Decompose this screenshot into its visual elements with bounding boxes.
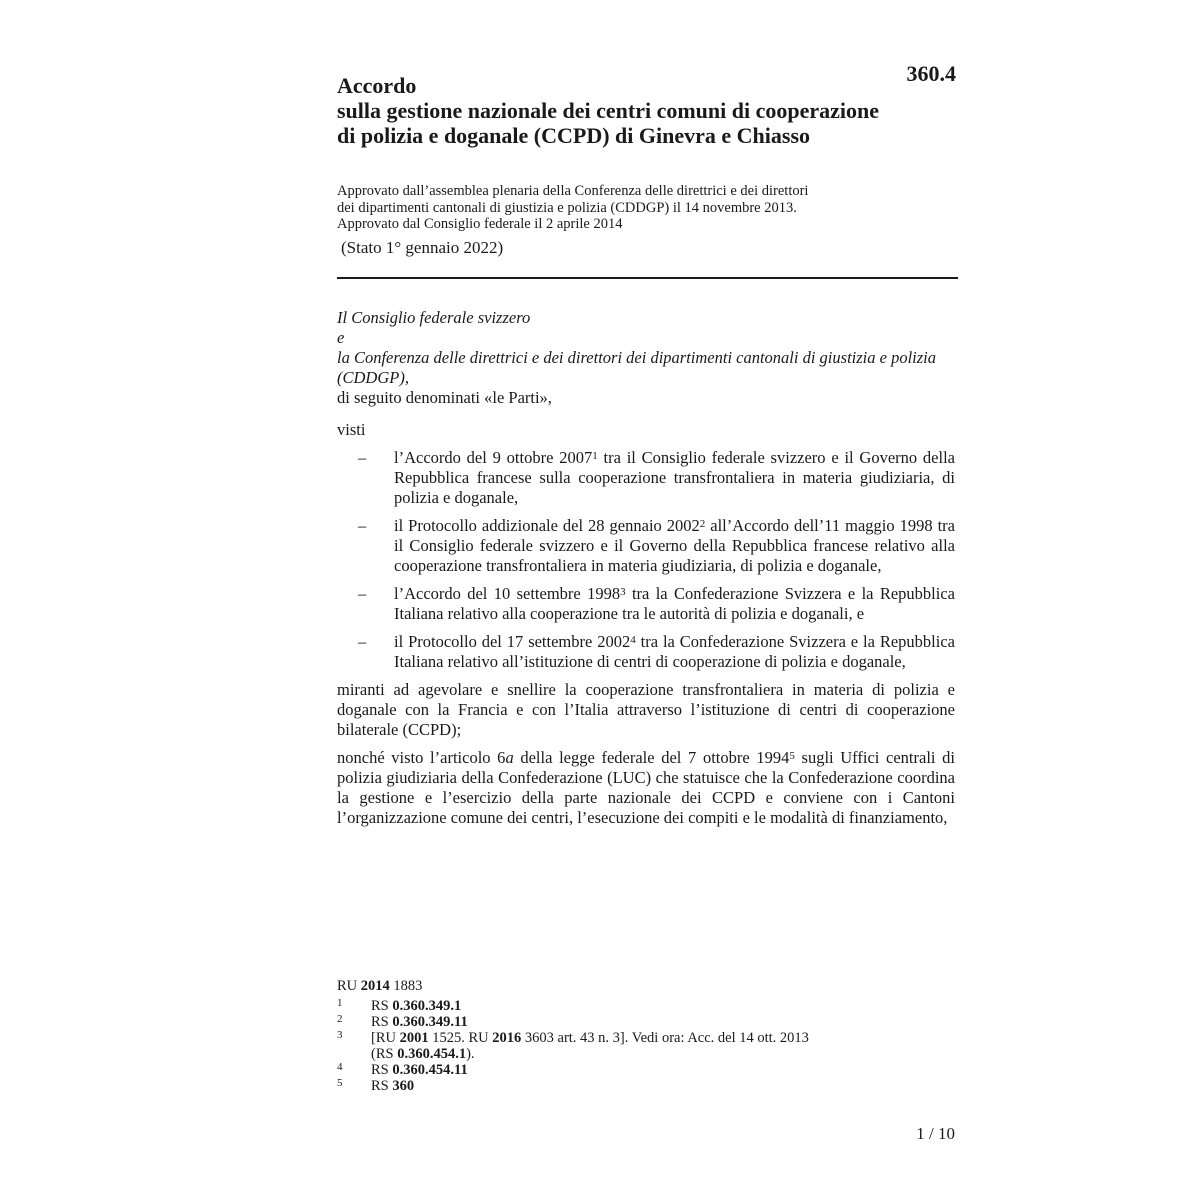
ru-page: 1883 xyxy=(389,978,423,994)
clause-text: tra il Consiglio federale svizzero e il Governo della Repubblica francese sulla cooperazione transfrontaliera in materia giudiziaria, di polizia e doganale, xyxy=(394,448,955,507)
header-divider xyxy=(337,277,958,279)
footnote-ref: 5 xyxy=(789,750,795,762)
ru-prefix: RU xyxy=(337,978,361,994)
footnote-number: 1 xyxy=(337,997,343,1009)
footnote-prefix: RS xyxy=(371,998,393,1014)
footnote-bold: 0.360.454.1 xyxy=(397,1046,467,1062)
footnote-prefix: RS xyxy=(371,1062,393,1078)
clause-text: il Protocollo del 17 settembre 2002 xyxy=(394,632,631,651)
nonche-paragraph xyxy=(337,748,955,828)
status-date: (Stato 1° gennaio 2022) xyxy=(341,238,504,257)
footnote-ref: 4 xyxy=(630,634,636,646)
ru-year: 2014 xyxy=(360,978,390,994)
paragraph-text: nonché visto l’articolo 6 xyxy=(337,748,506,767)
footnote-ref: 1 xyxy=(592,450,598,462)
title-line: di polizia e doganale (CCPD) di Ginevra e Chiasso xyxy=(337,123,811,148)
footnote-ref-code: 0.360.454.11 xyxy=(392,1062,468,1078)
clause-text: l’Accordo del 10 settembre 1998 xyxy=(394,584,621,603)
footnote-ref-code: 360 xyxy=(392,1078,415,1094)
clause-list xyxy=(337,448,955,672)
paragraph-text: sugli Uffici centrali di polizia giudiziaria della Confederazione (LUC) che statuisce che la Confederazione coordina la gestione e l’esercizio della parte nazionale dei CCPD e conviene con i Cantoni l’organizzazione comune dei centri, l’esecuzione dei compiti e le modalità di finanziamento, xyxy=(337,748,955,827)
clause-text: tra la Confederazione Svizzera e la Repubblica Italiana relativo all’istituzione di centri di cooperazione di polizia e doganale, xyxy=(394,632,955,671)
dash-bullet: – xyxy=(358,448,367,467)
clause-text: il Protocollo addizionale del 28 gennaio 2002 xyxy=(394,516,700,535)
footnote-bold: 2016 xyxy=(492,1030,522,1046)
miranti-paragraph: miranti ad agevolare e snellire la cooperazione transfrontaliera in materia di polizia e doganale con la Francia e con l’Italia attraverso l’istituzione di centri di cooperazione bilaterale (CCPD); xyxy=(337,680,955,739)
clause-text: l’Accordo del 9 ottobre 2007 xyxy=(394,448,593,467)
footnote xyxy=(337,1014,957,1030)
footnote-number: 2 xyxy=(337,1013,343,1025)
dash-bullet: – xyxy=(358,584,367,603)
footnote-continuation xyxy=(337,1046,957,1062)
clause-text: all’Accordo dell’11 maggio 1998 tra il Consiglio federale svizzero e il Governo della Repubblica francese relativo alla cooperazione transfrontaliera in materia giudiziaria, di polizia e doganale, xyxy=(394,516,955,575)
footnote-bold: 2001 xyxy=(399,1030,429,1046)
party-one: Il Consiglio federale svizzero xyxy=(337,308,531,327)
footnote-prefix: RS xyxy=(371,1014,393,1030)
footnotes xyxy=(337,978,957,1094)
page-number: 1 / 10 xyxy=(916,1124,955,1143)
approval-line: Approvato dall’assemblea plenaria della Conferenza delle direttrici e dei direttori xyxy=(337,183,809,199)
footnote xyxy=(337,1078,957,1094)
parties-denomination: di seguito denominati «le Parti», xyxy=(337,388,552,407)
dash-bullet: – xyxy=(358,516,367,535)
footnote xyxy=(337,998,957,1014)
title-line: sulla gestione nazionale dei centri comuni di cooperazione xyxy=(337,98,880,123)
footnote-ref: 3 xyxy=(620,586,626,598)
list-item xyxy=(337,448,955,508)
footnote-text: ). xyxy=(466,1046,475,1062)
footnote-text: 3603 art. 43 n. 3]. Vedi ora: Acc. del 14 ott. 2013 xyxy=(521,1030,809,1046)
footnote xyxy=(337,1030,957,1046)
paragraph-text: della legge federale del 7 ottobre 1994 xyxy=(513,748,790,767)
footnote-text: (RS xyxy=(371,1046,398,1062)
footnote-number: 4 xyxy=(337,1061,343,1073)
list-item xyxy=(337,584,955,624)
preamble xyxy=(337,308,955,828)
visti-heading: visti xyxy=(337,420,366,439)
footnote-number: 5 xyxy=(337,1077,343,1089)
document-number: 360.4 xyxy=(906,61,956,86)
footnote-ref: 2 xyxy=(699,518,706,530)
list-item xyxy=(337,632,955,672)
approval-line: Approvato dal Consiglio federale il 2 aprile 2014 xyxy=(337,216,623,232)
footnote-ref-code: 0.360.349.1 xyxy=(392,998,462,1014)
footnote-ref-code: 0.360.349.11 xyxy=(392,1014,468,1030)
footnote-text: 1525. RU xyxy=(428,1030,493,1046)
approval-note xyxy=(337,183,957,233)
approval-line: dei dipartimenti cantonali di giustizia e polizia (CDDGP) il 14 novembre 2013. xyxy=(337,199,797,216)
document-title xyxy=(337,73,957,148)
footnote-number: 3 xyxy=(337,1029,343,1041)
title-line: Accordo xyxy=(337,73,417,98)
list-item xyxy=(337,516,955,576)
footnote-text: [RU xyxy=(371,1030,400,1046)
conjunction: e xyxy=(337,328,345,347)
footnote-prefix: RS xyxy=(371,1078,393,1094)
dash-bullet: – xyxy=(358,632,367,651)
ru-reference xyxy=(337,978,957,994)
party-two: la Conferenza delle direttrici e dei direttori dei dipartimenti cantonali di giustizia e polizia (CDDGP), xyxy=(337,348,936,387)
footnote xyxy=(337,1062,957,1078)
article-letter: a xyxy=(505,748,514,767)
clause-text: tra la Confederazione Svizzera e la Repubblica Italiana relativo alla cooperazione tra le autorità di polizia e doganali, e xyxy=(394,584,955,623)
